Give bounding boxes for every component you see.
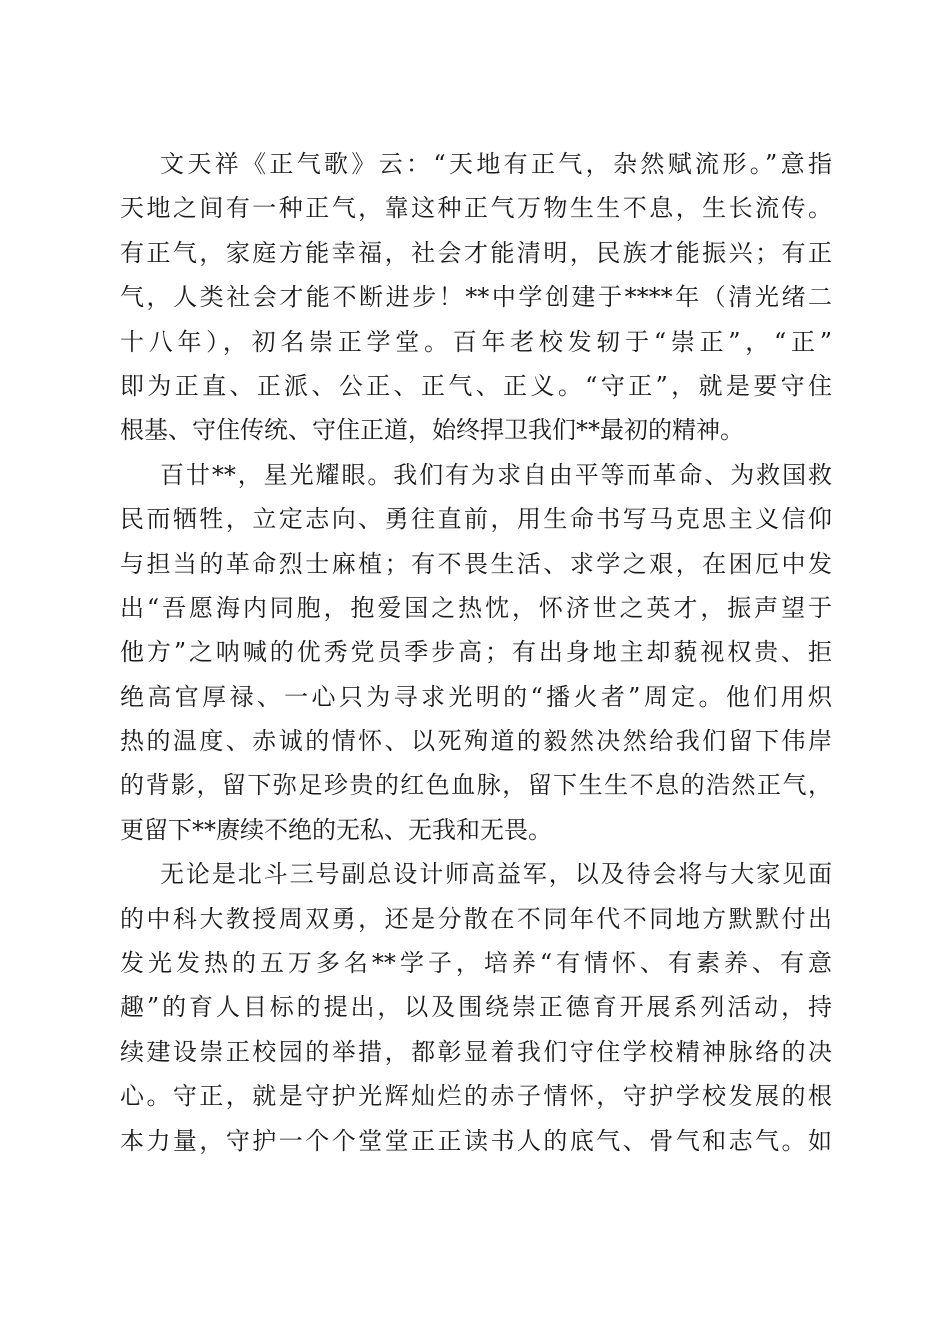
text-line: 文天祥《正气歌》云：“天地有正气，杂然赋流形。”意指 <box>160 150 832 178</box>
text-line: 他方”之呐喊的优秀党员季步高；有出身地主却藐视权贵、拒 <box>120 638 832 667</box>
text-line: 根基、守住传统、守住正道，始终捍卫我们**最初的精神。 <box>120 416 744 445</box>
text-line: 趣”的育人目标的提出，以及围绕崇正德育开展系列活动，持 <box>120 993 832 1022</box>
text-line: 出“吾愿海内同胞，抱爱国之热忱，怀济世之英才，振声望于 <box>120 593 832 622</box>
paragraph-3 <box>120 852 832 1163</box>
text-line: 更留下**赓续不绝的无私、无我和无畏。 <box>120 815 552 844</box>
text-line: 百廿**，星光耀眼。我们有为求自由平等而革命、为救国救 <box>160 460 832 489</box>
text-line: 即为正直、正派、公正、正气、正义。“守正”，就是要守住 <box>120 371 832 400</box>
text-line: 天地之间有一种正气，靠这种正气万物生生不息，生长流传。 <box>120 194 832 223</box>
text-line: 的中科大教授周双勇，还是分散在不同年代不同地方默默付出 <box>120 904 832 933</box>
document-body <box>120 142 832 1163</box>
text-line: 无论是北斗三号副总设计师高益军，以及待会将与大家见面 <box>160 860 832 889</box>
text-line: 十八年），初名崇正学堂。百年老校发轫于“崇正”，“正” <box>120 327 832 356</box>
text-line: 心。守正，就是守护光辉灿烂的赤子情怀，守护学校发展的根 <box>120 1082 832 1111</box>
text-line: 气，人类社会才能不断进步！**中学创建于****年（清光绪二 <box>120 283 832 312</box>
text-line: 热的温度、赤诚的情怀、以死殉道的毅然决然给我们留下伟岸 <box>120 727 832 756</box>
text-line: 本力量，守护一个个堂堂正正读书人的底气、骨气和志气。如 <box>120 1126 832 1155</box>
text-line: 发光发热的五万多名**学子，培养“有情怀、有素养、有意 <box>120 949 832 978</box>
text-line: 与担当的革命烈士麻植；有不畏生活、求学之艰，在困厄中发 <box>120 549 832 578</box>
text-line: 续建设崇正校园的举措，都彰显着我们守住学校精神脉络的决 <box>120 1037 832 1066</box>
paragraph-1 <box>120 142 832 453</box>
text-line: 有正气，家庭方能幸福，社会才能清明，民族才能振兴；有正 <box>120 238 832 267</box>
text-line: 民而牺牲，立定志向、勇往直前，用生命书写马克思主义信仰 <box>120 505 832 534</box>
text-line: 的背影，留下弥足珍贵的红色血脉，留下生生不息的浩然正气， <box>120 771 832 800</box>
text-line: 绝高官厚禄、一心只为寻求光明的“播火者”周定。他们用炽 <box>120 682 832 711</box>
paragraph-2 <box>120 453 832 853</box>
